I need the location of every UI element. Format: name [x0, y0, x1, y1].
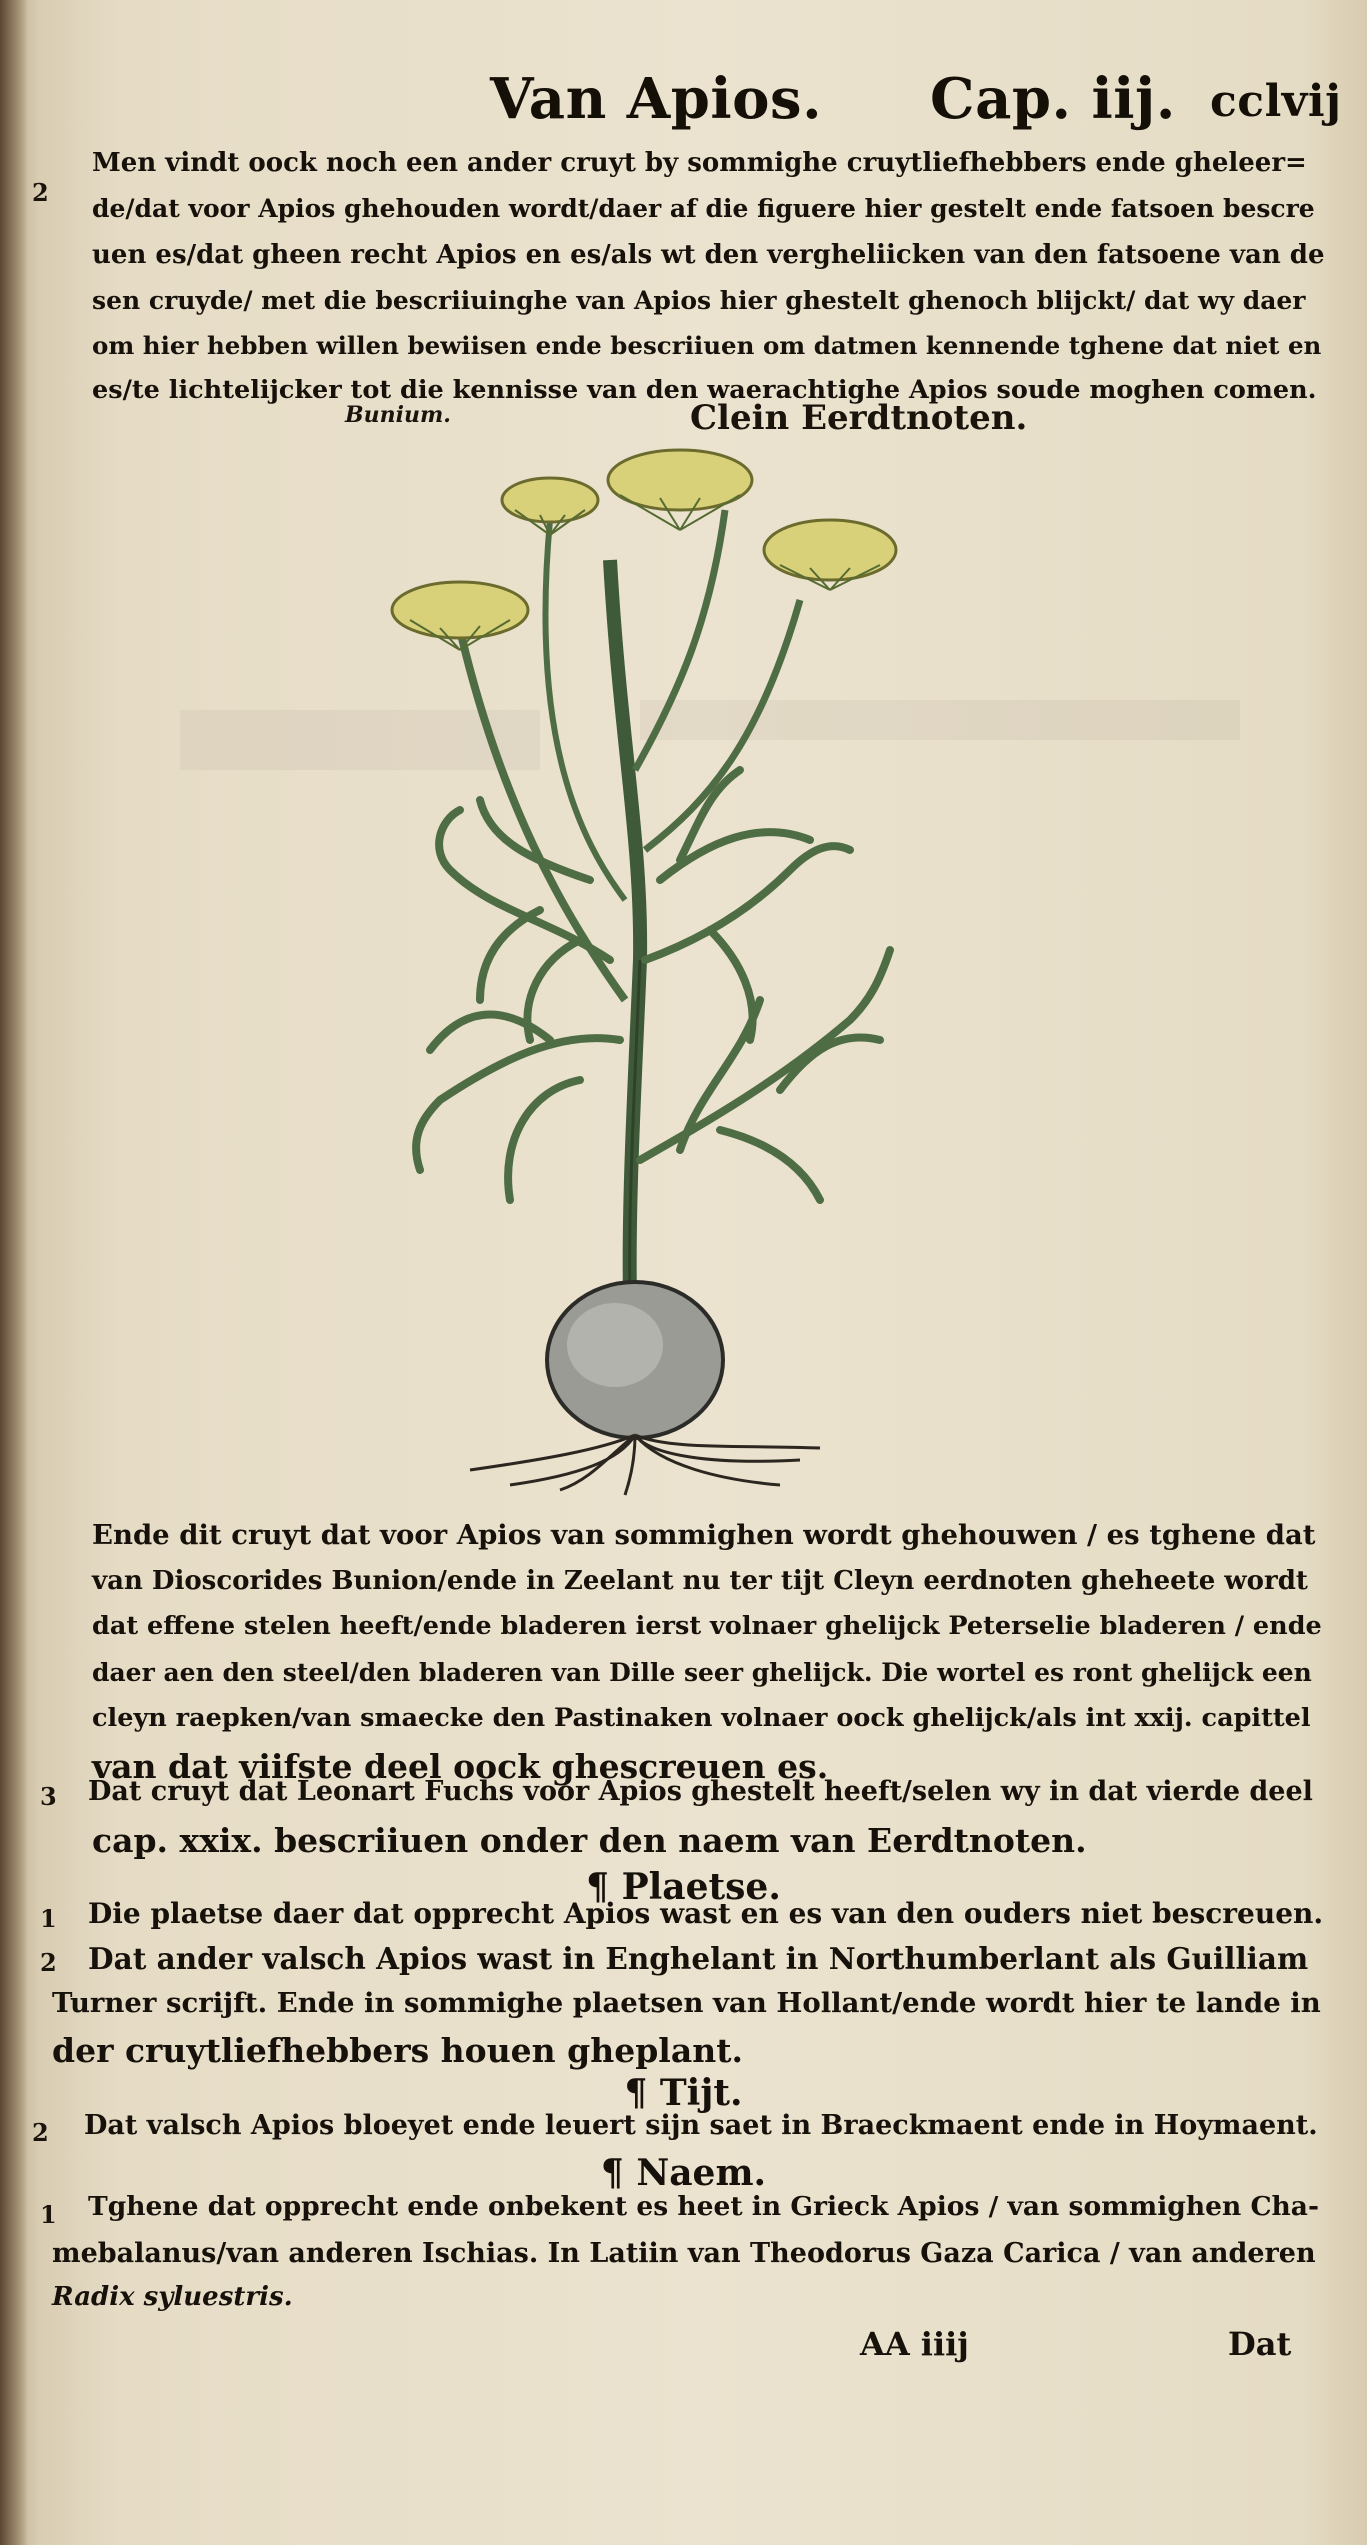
text-line: cap. xxix. bescriiuen onder den naem van Eerdtnoten. — [92, 1821, 1087, 1860]
chapter-label: Cap. iij. — [930, 66, 1176, 132]
text-line: van Dioscorides Bunion/ende in Zeelant nu ter tijt Cleyn eerdnoten gheheete wordt — [92, 1566, 1308, 1596]
flower-umbels — [392, 450, 896, 650]
bunium-plant-illustration — [380, 440, 920, 1510]
paragraph-number: 3 — [40, 1782, 57, 1811]
text-line: Dat ander valsch Apios wast in Enghelant in Northumberlant als Guilliam — [88, 1941, 1309, 1976]
text-line: Ende dit cruyt dat voor Apios van sommighen wordt ghehouwen / es tghene dat — [92, 1519, 1316, 1551]
item-number: 1 — [40, 1904, 57, 1933]
figure-caption-latin: Bunium. — [345, 402, 451, 428]
pilcrow-icon: ¶ — [624, 2072, 660, 2114]
text-line: mebalanus/van anderen Ischias. In Latiin van Theodorus Gaza Carica / van anderen — [52, 2238, 1316, 2269]
pilcrow-icon: ¶ — [586, 1866, 622, 1908]
catchword: Dat — [1228, 2325, 1292, 2363]
text-line: om hier hebben willen bewiisen ende bescriiuen om datmen kennende tghene dat niet en — [92, 331, 1322, 360]
text-line: der cruytliefhebbers houen gheplant. — [52, 2031, 743, 2070]
text-line: dat effene stelen heeft/ende bladeren ierst volnaer ghelijck Peterselie bladeren / ende — [92, 1611, 1322, 1641]
section-heading-naem: ¶ Naem. — [600, 2152, 767, 2194]
item-number: 2 — [40, 1948, 57, 1977]
text-line: Radix syluestris. — [52, 2282, 293, 2312]
text-line: de/dat voor Apios ghehouden wordt/daer af die figuere hier gestelt ende fatsoen bescre — [92, 194, 1315, 223]
text-line: van dat viifste deel oock ghescreuen es. — [92, 1747, 829, 1786]
item-number: 1 — [40, 2200, 57, 2229]
item-number: 2 — [32, 2118, 49, 2147]
text-line: Dat cruyt dat Leonart Fuchs voor Apios ghestelt heeft/selen wy in dat vierde deel — [88, 1776, 1313, 1807]
folio-number: cclvij — [1210, 76, 1342, 127]
text-line: cleyn raepken/van smaecke den Pastinaken volnaer oock ghelijck/als int xxij. capittel — [92, 1703, 1311, 1733]
root-bulb — [470, 1282, 820, 1495]
text-line: Dat valsch Apios bloeyet ende leuert sijn saet in Braeckmaent ende in Hoymaent. — [84, 2110, 1318, 2141]
text-line: Men vindt oock noch een ander cruyt by sommighe cruytliefhebbers ende gheleer= — [92, 148, 1307, 178]
text-line: Die plaetse daer dat opprecht Apios wast en es van den ouders niet bescreuen. — [88, 1897, 1324, 1930]
text-line: es/te lichtelijcker tot die kennisse van den waerachtighe Apios soude moghen comen. — [92, 375, 1317, 405]
signature-mark: AA iiij — [860, 2325, 969, 2363]
text-line: sen cruyde/ met die bescriiuinghe van Apios hier ghestelt ghenoch blijckt/ dat wy daer — [92, 286, 1306, 315]
paragraph-number: 2 — [32, 178, 49, 207]
section-heading-tijt: ¶ Tijt. — [624, 2072, 743, 2114]
text-line: Tghene dat opprecht ende onbekent es heet in Grieck Apios / van sommighen Cha- — [88, 2191, 1319, 2222]
figure-caption-dutch: Clein Eerdtnoten. — [690, 398, 1028, 438]
section-heading-plaetse: ¶ Plaetse. — [586, 1866, 781, 1908]
text-line: Turner scrijft. Ende in sommighe plaetsen van Hollant/ende wordt hier te lande in — [52, 1987, 1321, 2019]
pilcrow-icon: ¶ — [600, 2152, 637, 2194]
text-line: uen es/dat gheen recht Apios en es/als wt den vergheliicken van den fatsoene van de — [92, 240, 1325, 270]
page-title: Van Apios. — [490, 66, 823, 132]
text-line: daer aen den steel/den bladeren van Dille seer ghelijck. Die wortel es ront ghelijck een — [92, 1658, 1312, 1687]
